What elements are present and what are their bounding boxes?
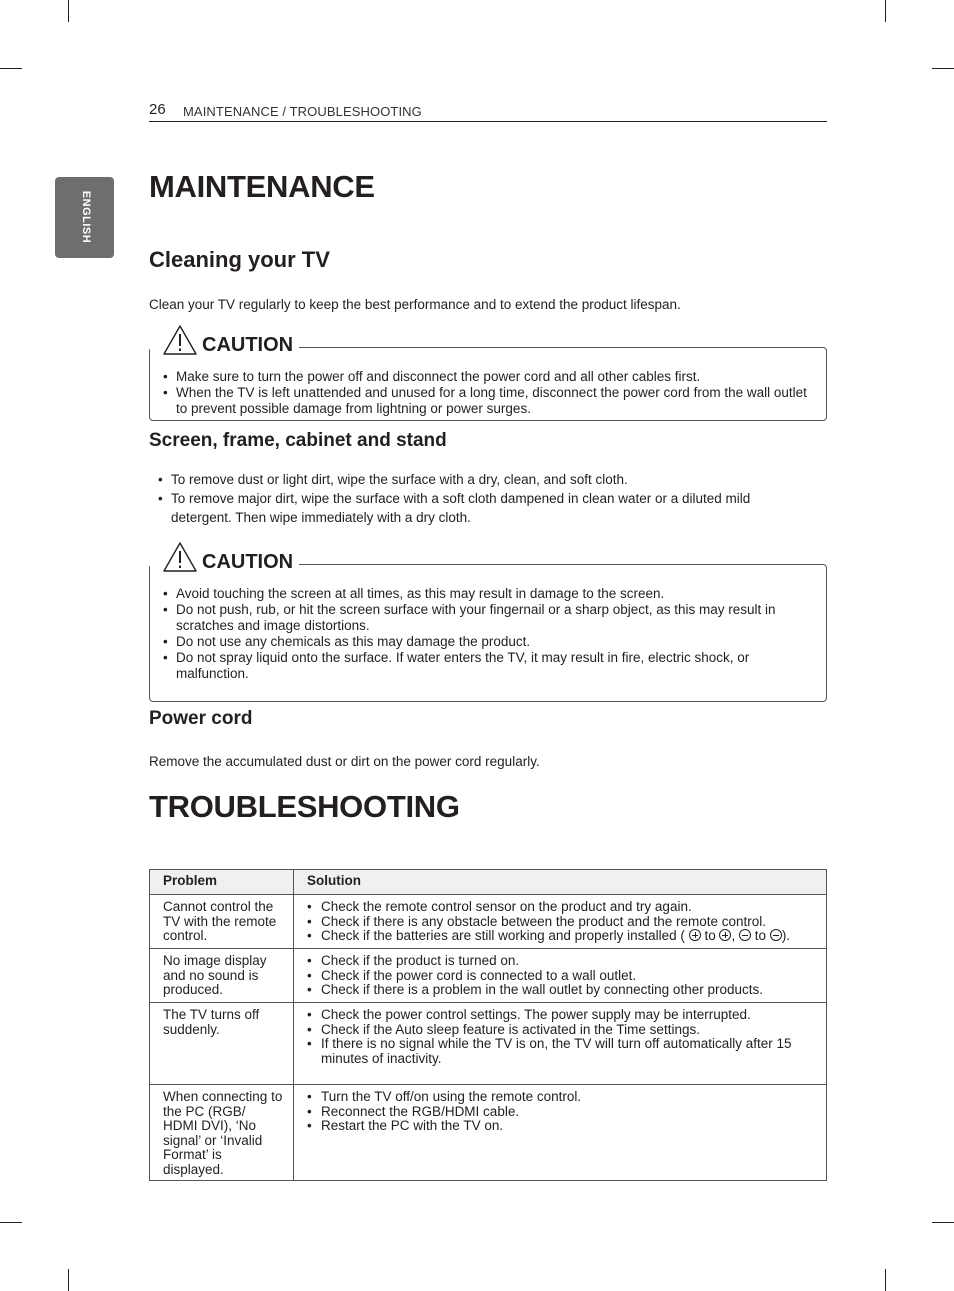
list-item: • Check the remote control sensor on the product and try again. bbox=[307, 899, 692, 914]
page-number: 26 bbox=[149, 101, 166, 118]
problem-cell: The TV turns off suddenly. bbox=[150, 1003, 294, 1085]
list-item: • Do not push, rub, or hit the screen surface with your fingernail or a sharp object, as this may result in scratches and image distortions. bbox=[163, 602, 776, 633]
minus-terminal-icon bbox=[739, 929, 751, 941]
caution-header bbox=[150, 541, 299, 573]
list-item: • Do not use any chemicals as this may damage the product. bbox=[163, 634, 531, 649]
caution-box-cleaning bbox=[149, 334, 827, 421]
caution-list bbox=[163, 369, 813, 417]
language-tab-label: ENGLISH bbox=[80, 190, 92, 244]
list-item: • Check if the product is turned on. bbox=[307, 953, 520, 968]
running-title: MAINTENANCE / TROUBLESHOOTING bbox=[183, 104, 422, 119]
crop-mark bbox=[885, 1269, 886, 1291]
troubleshooting-table bbox=[149, 869, 827, 1181]
list-item: • To remove dust or light dirt, wipe the surface with a dry, clean, and soft cloth. bbox=[158, 472, 628, 487]
caution-box-screen bbox=[149, 551, 827, 702]
list-item: • Check if the power cord is connected to a wall outlet. bbox=[307, 967, 637, 983]
list-item: • Turn the TV off/on using the remote control. bbox=[307, 1089, 582, 1104]
crop-mark bbox=[885, 0, 886, 22]
crop-mark bbox=[0, 1222, 22, 1223]
crop-mark bbox=[932, 1222, 954, 1223]
list-item: • If there is no signal while the TV is on, the TV will turn off automatically after 15 minutes of inactivity. bbox=[307, 1036, 792, 1066]
cleaning-intro: Clean your TV regularly to keep the best performance and to extend the product lifespan. bbox=[149, 297, 681, 312]
solution-cell bbox=[294, 1003, 827, 1085]
list-item: • Make sure to turn the power off and disconnect the power cord and all other cables first. bbox=[163, 369, 701, 384]
solution-cell bbox=[294, 1085, 827, 1181]
caution-header bbox=[150, 324, 299, 356]
crop-mark bbox=[932, 68, 954, 69]
table-header-solution: Solution bbox=[294, 870, 827, 895]
screen-list bbox=[158, 470, 798, 527]
problem-cell: No image display and no sound is produced. bbox=[150, 949, 294, 1003]
troubleshooting-title: TROUBLESHOOTING bbox=[149, 789, 460, 824]
table-row bbox=[150, 1085, 827, 1181]
table-header-row bbox=[150, 870, 827, 895]
page-header bbox=[149, 101, 827, 122]
list-item: • Check if there is a problem in the wall outlet by connecting other products. bbox=[307, 982, 763, 997]
list-item: • Check the power control settings. The power supply may be interrupted. bbox=[307, 1007, 751, 1022]
list-item: • To remove major dirt, wipe the surface with a soft cloth dampened in clean water or a diluted mild detergent. Then wipe immediately with a dry cloth. bbox=[158, 491, 751, 525]
warning-triangle-icon bbox=[162, 541, 198, 573]
solution-cell bbox=[294, 949, 827, 1003]
caution-list bbox=[163, 586, 813, 682]
plus-terminal-icon bbox=[719, 929, 731, 941]
problem-cell: When connecting to the PC (RGB/ HDMI DVI), ‘No signal’ or ‘Invalid Format’ is displayed. bbox=[150, 1085, 294, 1181]
crop-mark bbox=[68, 1269, 69, 1291]
caution-label: CAUTION bbox=[202, 334, 294, 356]
list-item: • Check if the Auto sleep feature is activated in the Time settings. bbox=[307, 1021, 700, 1037]
crop-mark bbox=[68, 0, 69, 22]
cleaning-heading: Cleaning your TV bbox=[149, 247, 330, 272]
power-cord-heading: Power cord bbox=[149, 708, 253, 729]
power-cord-text: Remove the accumulated dust or dirt on the power cord regularly. bbox=[149, 754, 540, 769]
minus-terminal-icon bbox=[770, 929, 782, 941]
table-row bbox=[150, 1003, 827, 1085]
list-item: • Do not spray liquid onto the surface. If water enters the TV, it may result in fire, electric shock, or malfunction. bbox=[163, 650, 750, 681]
table-header-problem: Problem bbox=[150, 870, 294, 895]
list-item: • When the TV is left unattended and unused for a long time, disconnect the power cord from the wall outlet to prevent possible damage from lightning or power surges. bbox=[163, 385, 807, 416]
maintenance-title: MAINTENANCE bbox=[149, 169, 375, 204]
plus-terminal-icon bbox=[689, 929, 701, 941]
list-item: • Check if the batteries are still working and properly installed ( to , to ). bbox=[307, 928, 791, 943]
problem-cell: Cannot control the TV with the remote control. bbox=[150, 895, 294, 949]
table-row bbox=[150, 895, 827, 949]
list-item: • Check if there is any obstacle between the product and the remote control. bbox=[307, 913, 767, 929]
warning-triangle-icon bbox=[162, 324, 198, 356]
caution-label: CAUTION bbox=[202, 551, 294, 573]
list-item: • Reconnect the RGB/HDMI cable. bbox=[307, 1103, 520, 1119]
screen-heading: Screen, frame, cabinet and stand bbox=[149, 430, 447, 451]
solution-cell bbox=[294, 895, 827, 949]
list-item: • Avoid touching the screen at all times, as this may result in damage to the screen. bbox=[163, 586, 665, 601]
crop-mark bbox=[0, 68, 22, 69]
table-row bbox=[150, 949, 827, 1003]
list-item: • Restart the PC with the TV on. bbox=[307, 1118, 504, 1133]
